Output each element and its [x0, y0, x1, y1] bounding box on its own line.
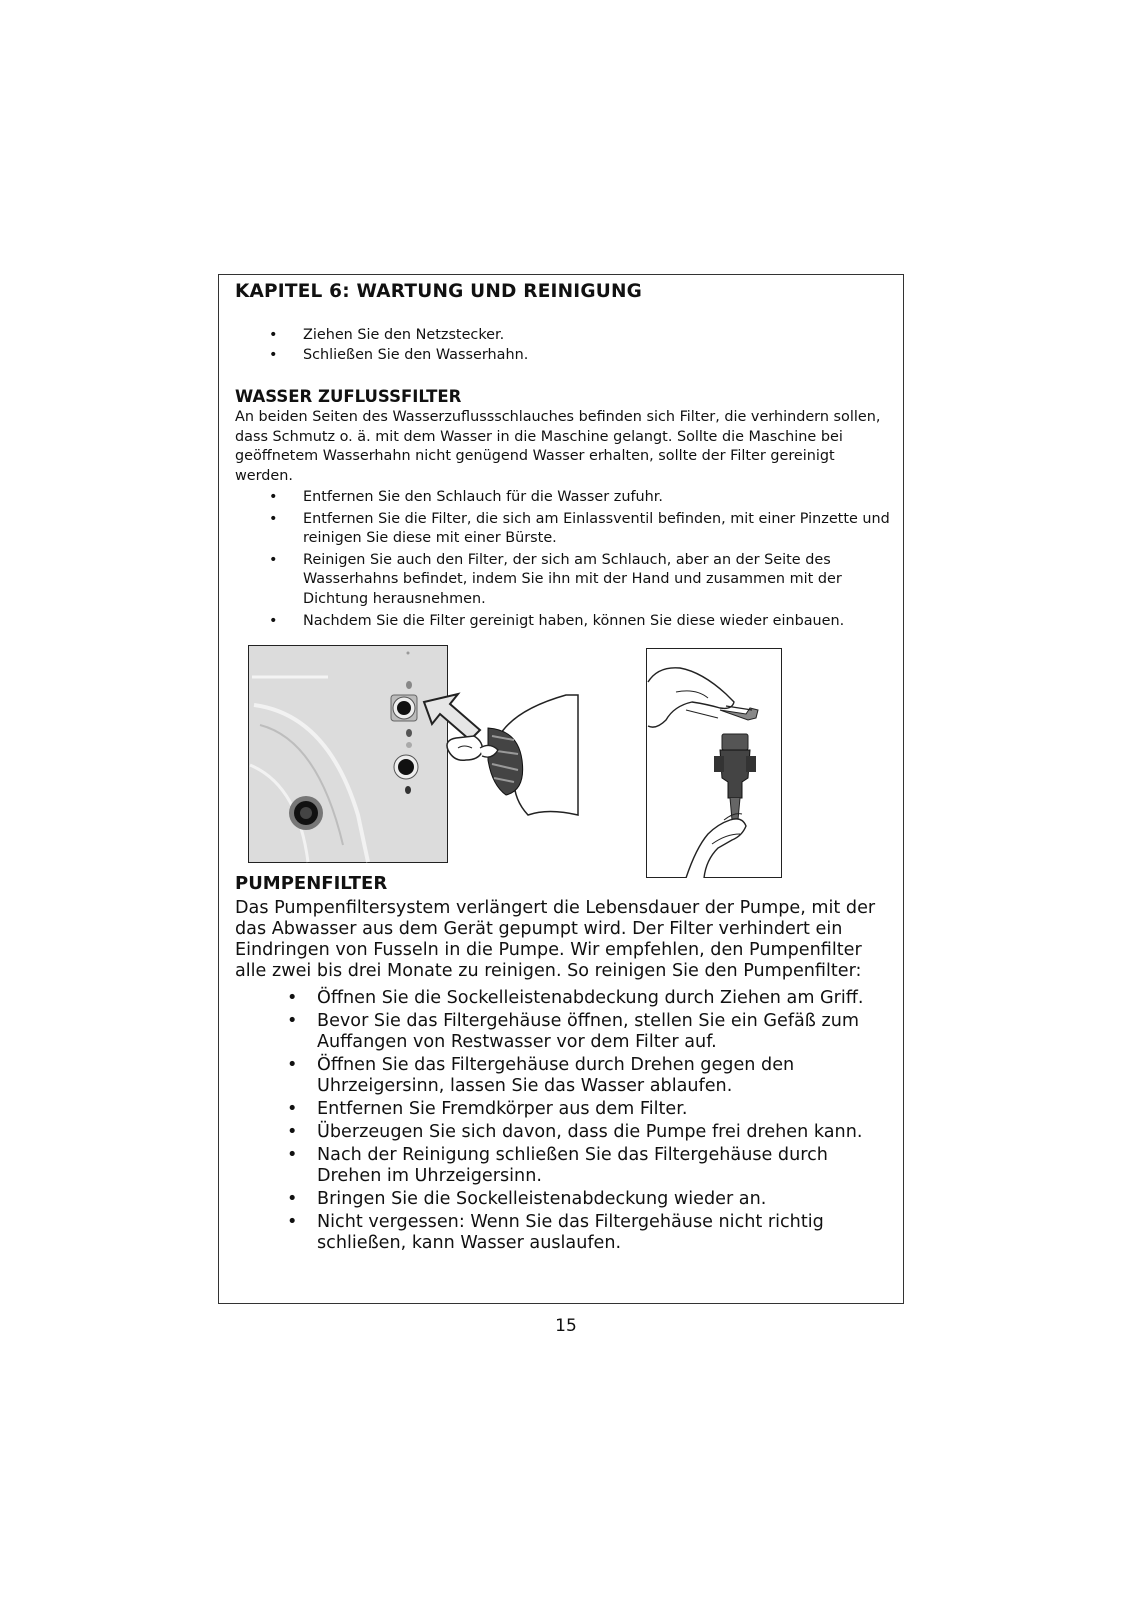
chapter-title: KAPITEL 6: WARTUNG UND REINIGUNG — [235, 281, 643, 302]
list-item: • Entfernen Sie die Filter, die sich am Einlassventil befinden, mit einer Pinzette und reinigen Sie diese mit einer Bürste. — [235, 510, 895, 549]
hose-removal-illustration — [418, 690, 588, 825]
page-number: 15 — [555, 1316, 577, 1336]
section-title-pump-filter: PUMPENFILTER — [235, 873, 388, 894]
list-item: • Nicht vergessen: Wenn Sie das Filtergehäuse nicht richtig schließen, kann Wasser auslaufen. — [235, 1212, 885, 1254]
inlet-filter-paragraph: An beiden Seiten des Wasserzuflussschlauches befinden sich Filter, die verhindern sollen, dass Schmutz o. ä. mit dem Wasser in die Maschine gelangt. Sollte die Maschine bei geöffnetem Wasserhahn nicht genügend Wasser erhalten, sollte der Filter gereinigt werden. — [235, 409, 881, 484]
list-item: • Bringen Sie die Sockelleistenabdeckung wieder an. — [235, 1189, 885, 1210]
list-item: • Öffnen Sie die Sockelleistenabdeckung durch Ziehen am Griff. — [235, 988, 885, 1009]
list-item: • Entfernen Sie Fremdkörper aus dem Filter. — [235, 1099, 885, 1120]
pump-filter-list — [235, 988, 885, 1256]
tweezers-filter-illustration — [646, 648, 782, 878]
list-item: • Bevor Sie das Filtergehäuse öffnen, stellen Sie ein Gefäß zum Auffangen von Restwasser vor dem Filter auf. — [235, 1011, 885, 1053]
list-item: • Öffnen Sie das Filtergehäuse durch Drehen gegen den Uhrzeigersinn, lassen Sie das Wasser ablaufen. — [235, 1055, 885, 1097]
inlet-filter-list — [235, 488, 895, 631]
list-item: • Reinigen Sie auch den Filter, der sich am Schlauch, aber an der Seite des Wasserhahns befindet, indem Sie ihn mit der Hand und zusammen mit der Dichtung herausnehmen. — [235, 551, 895, 610]
list-item: • Überzeugen Sie sich davon, dass die Pumpe frei drehen kann. — [235, 1122, 885, 1143]
section-title-inlet-filter: WASSER ZUFLUSSFILTER — [235, 387, 462, 406]
list-item: • Nach der Reinigung schließen Sie das Filtergehäuse durch Drehen im Uhrzeigersinn. — [235, 1145, 885, 1187]
pump-filter-paragraph: Das Pumpenfiltersystem verlängert die Lebensdauer der Pumpe, mit der das Abwasser aus dem Gerät gepumpt wird. Der Filter verhindert ein Eindringen von Fusseln in die Pumpe. Wir empfehlen, den Pumpenfilter alle zwei bis drei Monate zu reinigen. So reinigen Sie den Pumpenfilter: — [235, 898, 876, 981]
list-item: • Ziehen Sie den Netzstecker. — [235, 326, 885, 346]
intro-list — [235, 326, 885, 365]
list-item: • Schließen Sie den Wasserhahn. — [235, 346, 885, 366]
list-item: • Entfernen Sie den Schlauch für die Wasser zufuhr. — [235, 488, 895, 508]
list-item: • Nachdem Sie die Filter gereinigt haben, können Sie diese wieder einbauen. — [235, 612, 895, 632]
